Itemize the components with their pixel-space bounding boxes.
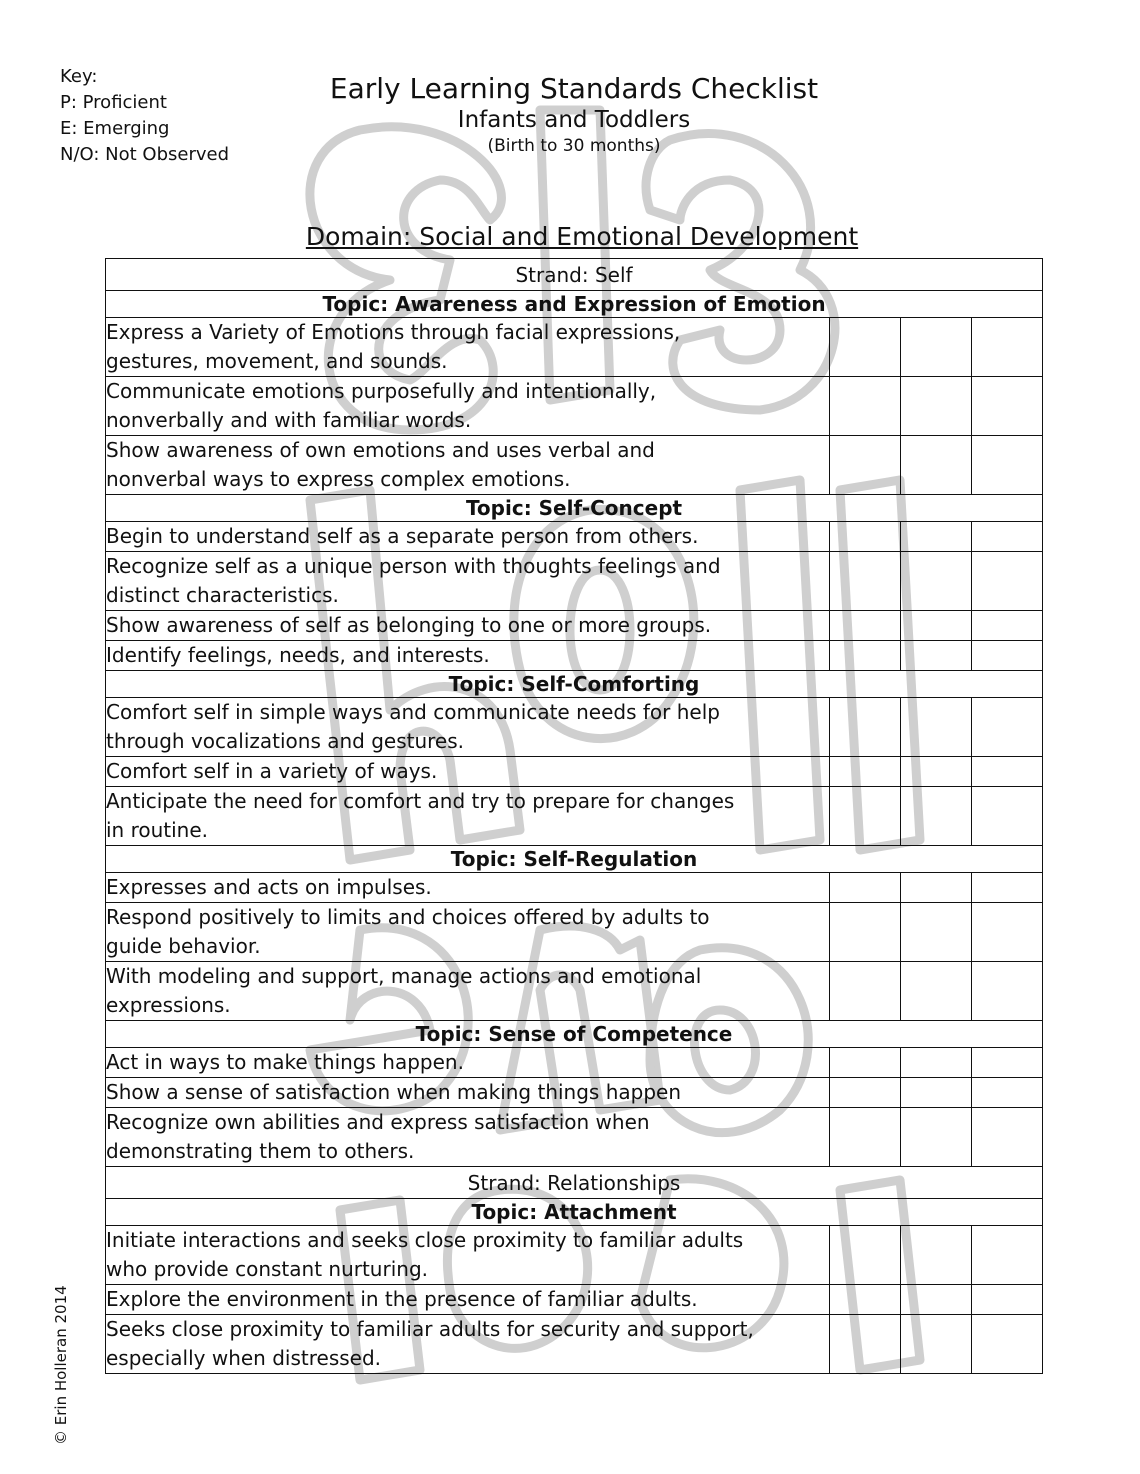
rating-box-no[interactable] <box>972 903 1043 962</box>
rating-box-no[interactable] <box>972 698 1043 757</box>
standard-text <box>106 1108 830 1167</box>
rating-box-p[interactable] <box>830 1078 901 1108</box>
topic-row <box>106 495 1043 522</box>
standard-text <box>106 318 830 377</box>
rating-box-e[interactable] <box>901 757 972 787</box>
standard-text <box>106 1226 830 1285</box>
standard-text-line: demonstrating them to others. <box>106 1139 415 1163</box>
standard-text-line: through vocalizations and gestures. <box>106 729 465 753</box>
rating-box-p[interactable] <box>830 1108 901 1167</box>
standard-text-line: distinct characteristics. <box>106 583 339 607</box>
standard-text <box>106 903 830 962</box>
topic-row <box>106 1021 1043 1048</box>
standard-row <box>106 1048 1043 1078</box>
standard-row <box>106 318 1043 377</box>
rating-box-p[interactable] <box>830 436 901 495</box>
strand-row <box>106 1167 1043 1199</box>
standard-text-line: Recognize own abilities and express satisfaction when <box>106 1110 650 1134</box>
strand-title: Strand: Self <box>106 259 1043 291</box>
key-legend <box>60 64 229 168</box>
topic-row <box>106 846 1043 873</box>
standard-row <box>106 522 1043 552</box>
standard-text <box>106 787 830 846</box>
rating-box-no[interactable] <box>972 873 1043 903</box>
standard-text <box>106 1048 830 1078</box>
standard-text-line: Anticipate the need for comfort and try to prepare for changes <box>106 789 735 813</box>
standard-text <box>106 962 830 1021</box>
rating-box-e[interactable] <box>901 1108 972 1167</box>
rating-box-e[interactable] <box>901 1315 972 1374</box>
standard-row <box>106 873 1043 903</box>
standard-text <box>106 552 830 611</box>
standard-text <box>106 611 830 641</box>
rating-box-p[interactable] <box>830 962 901 1021</box>
standard-text-line: Recognize self as a unique person with thoughts feelings and <box>106 554 721 578</box>
standard-row <box>106 1226 1043 1285</box>
document-subtitle: Infants and Toddlers <box>457 107 691 133</box>
rating-box-e[interactable] <box>901 436 972 495</box>
rating-box-no[interactable] <box>972 377 1043 436</box>
rating-box-no[interactable] <box>972 641 1043 671</box>
standard-text-line: Comfort self in simple ways and communicate needs for help <box>106 700 720 724</box>
rating-box-e[interactable] <box>901 903 972 962</box>
standard-text <box>106 377 830 436</box>
standard-text-line: Express a Variety of Emotions through facial expressions, <box>106 320 681 344</box>
standard-text-line: especially when distressed. <box>106 1346 382 1370</box>
standard-text-line: Begin to understand self as a separate person from others. <box>106 524 699 548</box>
rating-box-no[interactable] <box>972 436 1043 495</box>
domain-heading: Domain: Social and Emotional Development <box>305 222 859 251</box>
rating-box-p[interactable] <box>830 1048 901 1078</box>
standard-text <box>106 436 830 495</box>
rating-box-no[interactable] <box>972 318 1043 377</box>
standard-row <box>106 1315 1043 1374</box>
rating-box-p[interactable] <box>830 377 901 436</box>
rating-box-p[interactable] <box>830 873 901 903</box>
rating-box-no[interactable] <box>972 1315 1043 1374</box>
age-range: (Birth to 30 months) <box>487 136 661 156</box>
rating-box-e[interactable] <box>901 1048 972 1078</box>
standard-text-line: Initiate interactions and seeks close proximity to familiar adults <box>106 1228 744 1252</box>
rating-box-p[interactable] <box>830 698 901 757</box>
rating-box-p[interactable] <box>830 318 901 377</box>
standard-row <box>106 377 1043 436</box>
topic-title: Topic: Self-Concept <box>106 495 1043 522</box>
standard-row <box>106 698 1043 757</box>
rating-box-no[interactable] <box>972 787 1043 846</box>
rating-box-e[interactable] <box>901 522 972 552</box>
standard-text-line: Identify feelings, needs, and interests. <box>106 643 490 667</box>
topic-row <box>106 671 1043 698</box>
key-entry-emerging: E: Emerging <box>60 118 170 139</box>
rating-box-p[interactable] <box>830 552 901 611</box>
topic-title: Topic: Self-Comforting <box>106 671 1043 698</box>
rating-box-e[interactable] <box>901 611 972 641</box>
standard-row <box>106 1285 1043 1315</box>
document-title: Early Learning Standards Checklist <box>329 72 819 105</box>
standard-row <box>106 611 1043 641</box>
rating-box-p[interactable] <box>830 1285 901 1315</box>
rating-box-e[interactable] <box>901 698 972 757</box>
rating-box-p[interactable] <box>830 611 901 641</box>
standard-row <box>106 757 1043 787</box>
rating-box-no[interactable] <box>972 611 1043 641</box>
standard-text-line: Expresses and acts on impulses. <box>106 875 432 899</box>
rating-box-no[interactable] <box>972 1108 1043 1167</box>
standard-text-line: Respond positively to limits and choices offered by adults to <box>106 905 710 929</box>
rating-box-e[interactable] <box>901 1285 972 1315</box>
rating-box-p[interactable] <box>830 1226 901 1285</box>
standard-text-line: Comfort self in a variety of ways. <box>106 759 438 783</box>
rating-box-no[interactable] <box>972 1048 1043 1078</box>
rating-box-e[interactable] <box>901 1078 972 1108</box>
topic-title: Topic: Awareness and Expression of Emotion <box>106 291 1043 318</box>
standard-text-line: nonverbal ways to express complex emotions. <box>106 467 571 491</box>
rating-box-no[interactable] <box>972 962 1043 1021</box>
strand-title: Strand: Relationships <box>106 1167 1043 1199</box>
rating-box-e[interactable] <box>901 641 972 671</box>
rating-box-p[interactable] <box>830 1315 901 1374</box>
rating-box-no[interactable] <box>972 522 1043 552</box>
standard-row <box>106 1108 1043 1167</box>
rating-box-no[interactable] <box>972 1226 1043 1285</box>
standard-text <box>106 1285 830 1315</box>
rating-box-p[interactable] <box>830 787 901 846</box>
rating-box-p[interactable] <box>830 522 901 552</box>
standard-text <box>106 1315 830 1374</box>
rating-box-e[interactable] <box>901 873 972 903</box>
standard-text <box>106 641 830 671</box>
standard-row <box>106 436 1043 495</box>
rating-box-no[interactable] <box>972 757 1043 787</box>
standard-row <box>106 552 1043 611</box>
standard-text-line: nonverbally and with familiar words. <box>106 408 472 432</box>
standard-row <box>106 787 1043 846</box>
standard-row <box>106 962 1043 1021</box>
standard-text-line: With modeling and support, manage actions and emotional <box>106 964 702 988</box>
standard-text <box>106 522 830 552</box>
key-heading: Key: <box>60 66 98 87</box>
rating-box-e[interactable] <box>901 787 972 846</box>
standard-text-line: Act in ways to make things happen. <box>106 1050 464 1074</box>
rating-box-e[interactable] <box>901 552 972 611</box>
rating-box-p[interactable] <box>830 903 901 962</box>
rating-box-p[interactable] <box>830 641 901 671</box>
topic-title: Topic: Sense of Competence <box>106 1021 1043 1048</box>
topic-row <box>106 291 1043 318</box>
standard-text-line: Show awareness of self as belonging to one or more groups. <box>106 613 712 637</box>
standard-text-line: Show awareness of own emotions and uses verbal and <box>106 438 655 462</box>
rating-box-no[interactable] <box>972 1285 1043 1315</box>
standard-text-line: guide behavior. <box>106 934 261 958</box>
standard-text-line: Seeks close proximity to familiar adults for security and support, <box>106 1317 754 1341</box>
standard-text-line: Communicate emotions purposefully and intentionally, <box>106 379 657 403</box>
topic-title: Topic: Attachment <box>106 1199 1043 1226</box>
rating-box-p[interactable] <box>830 757 901 787</box>
standard-text <box>106 698 830 757</box>
standard-text-line: who provide constant nurturing. <box>106 1257 428 1281</box>
standard-text <box>106 757 830 787</box>
standard-text-line: Explore the environment in the presence of familiar adults. <box>106 1287 698 1311</box>
rating-box-no[interactable] <box>972 552 1043 611</box>
topic-row <box>106 1199 1043 1226</box>
standard-row <box>106 641 1043 671</box>
standard-text-line: Show a sense of satisfaction when making things happen <box>106 1080 682 1104</box>
standard-text-line: gestures, movement, and sounds. <box>106 349 448 373</box>
standard-text <box>106 873 830 903</box>
standard-text-line: in routine. <box>106 818 209 842</box>
rating-box-e[interactable] <box>901 377 972 436</box>
topic-title: Topic: Self-Regulation <box>106 846 1043 873</box>
key-entry-proficient: P: Proficient <box>60 92 167 113</box>
checklist-table <box>105 258 1043 1374</box>
copyright-notice: © Erin Holleran 2014 <box>52 1285 70 1445</box>
document-header <box>300 72 848 158</box>
rating-box-e[interactable] <box>901 318 972 377</box>
key-entry-not-observed: N/O: Not Observed <box>60 144 230 165</box>
standard-row <box>106 903 1043 962</box>
rating-box-e[interactable] <box>901 1226 972 1285</box>
standard-text <box>106 1078 830 1108</box>
standard-text-line: expressions. <box>106 993 231 1017</box>
rating-box-e[interactable] <box>901 962 972 1021</box>
strand-row <box>106 259 1043 291</box>
rating-box-no[interactable] <box>972 1078 1043 1108</box>
standard-row <box>106 1078 1043 1108</box>
